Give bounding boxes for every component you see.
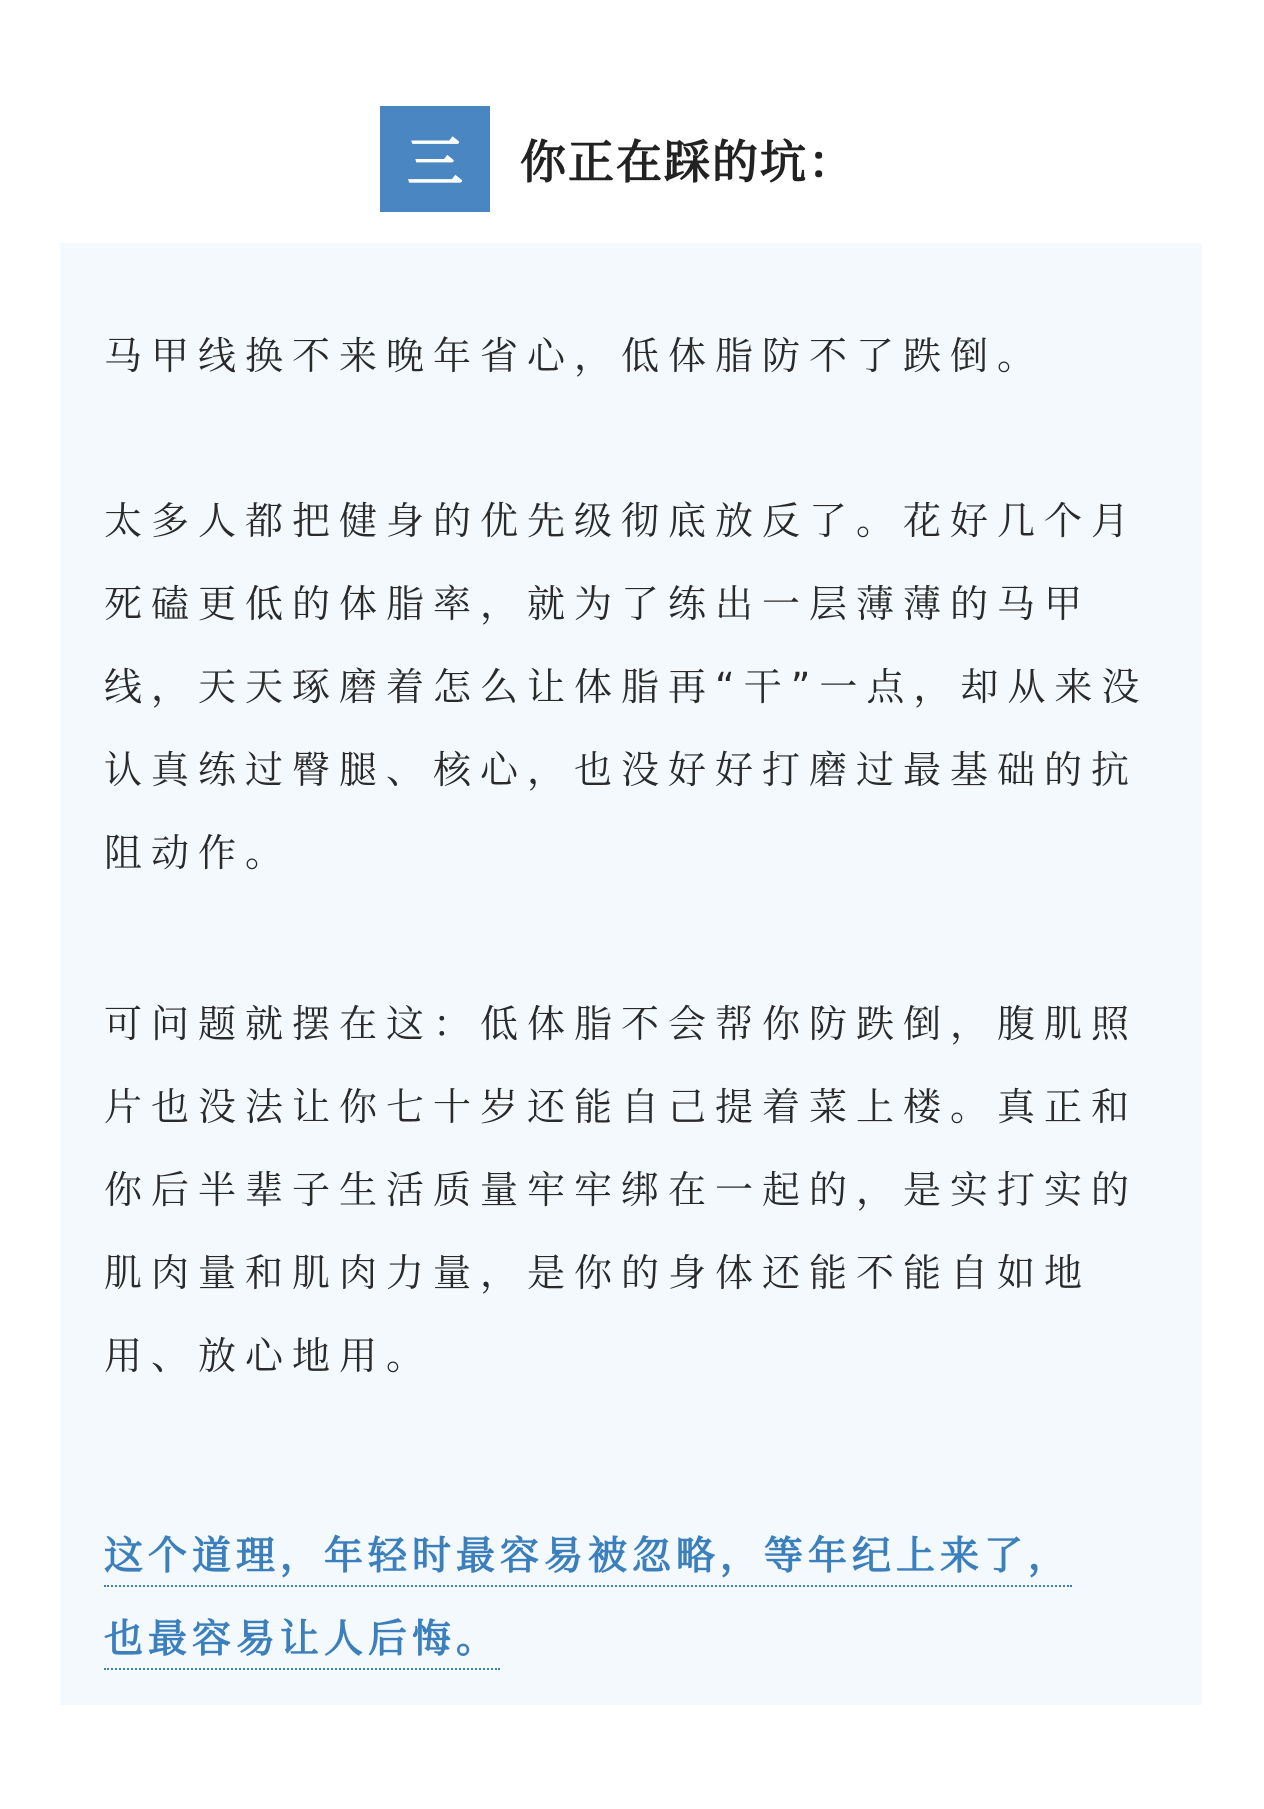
paragraph-1: 马甲线换不来晚年省心，低体脂防不了跌倒。 [104, 334, 1045, 378]
paragraph-3: 可问题就摆在这：低体脂不会帮你防跌倒，腹肌照片也没法让你七十岁还能自己提着菜上楼。真正和你后半辈子生活质量牢牢绑在一起的，是实打实的肌肉量和肌肉力量，是你的身体还能不能自如地用、放心地用。 [104, 1002, 1139, 1378]
content-card [60, 243, 1202, 1705]
highlight-line-2: 也最容易让人后悔。 [104, 1617, 500, 1670]
section-number-badge: 三 [380, 106, 490, 212]
paragraph-2: 太多人都把健身的优先级彻底放反了。花好几个月死磕更低的体脂率，就为了练出一层薄薄的马甲线，天天琢磨着怎么让体脂再“干”一点，却从来没认真练过臀腿、核心，也没好好打磨过最基础的抗阻动作。 [104, 499, 1149, 875]
highlight-line-1: 这个道理，年轻时最容易被忽略，等年纪上来了， [104, 1534, 1072, 1587]
section-title: 你正在踩的坑： [520, 135, 856, 189]
highlight-quote [104, 1515, 1164, 1681]
section-header [380, 106, 856, 212]
